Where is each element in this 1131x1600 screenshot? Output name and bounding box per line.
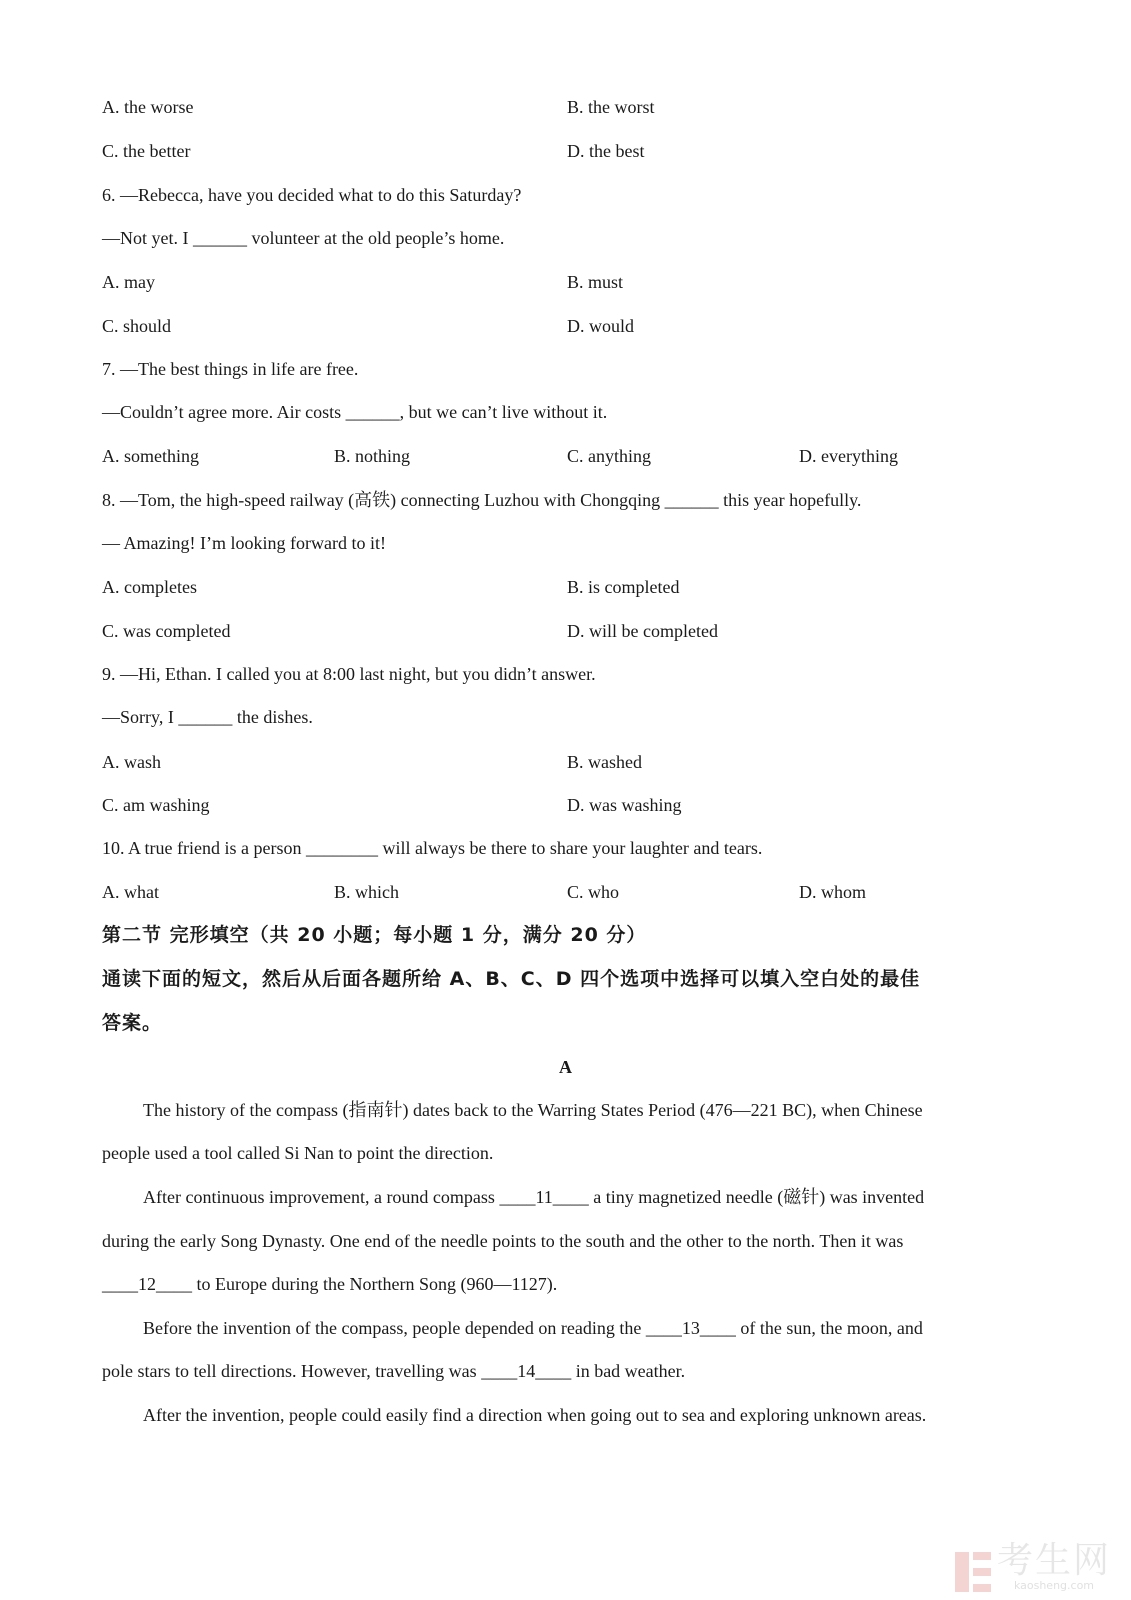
q8-stem bbox=[102, 488, 861, 512]
passage-p4-line1: After the invention, people could easily find a direction when going out to sea and exploring unknown areas. bbox=[143, 1405, 927, 1425]
section-instruction-line2: 答案。 bbox=[102, 1012, 163, 1034]
q7-option-d: D. everything bbox=[799, 446, 898, 466]
q7-option-b: B. nothing bbox=[334, 446, 411, 466]
q7-response-pre: —Couldn’t agree more. Air costs bbox=[102, 402, 346, 422]
q6-option-a: A. may bbox=[102, 272, 155, 292]
q6-option-d: D. would bbox=[567, 316, 634, 336]
q8-stem-pre: 8. —Tom, the high-speed railway (高铁) connecting Luzhou with Chongqing bbox=[102, 490, 665, 510]
q8-option-a: A. completes bbox=[102, 577, 197, 597]
blank-14: ____14____ bbox=[481, 1361, 572, 1381]
q5-option-c: C. the better bbox=[102, 141, 191, 161]
passage-p2-line1-pre: After continuous improvement, a round compass bbox=[143, 1187, 500, 1207]
passage-p2-line2: during the early Song Dynasty. One end of the needle points to the south and the other to the north. Then it was bbox=[102, 1231, 904, 1251]
passage-p3-line1-pre: Before the invention of the compass, people depended on reading the bbox=[143, 1318, 646, 1338]
watermark bbox=[955, 1542, 1111, 1592]
q9-option-b: B. washed bbox=[567, 752, 642, 772]
passage-p2-line1 bbox=[143, 1185, 924, 1209]
q7-blank: ______ bbox=[345, 402, 400, 422]
q9-response bbox=[102, 705, 313, 729]
q10-option-b: B. which bbox=[334, 882, 399, 902]
passage-p3-line2-pre: pole stars to tell directions. However, travelling was bbox=[102, 1361, 482, 1381]
q9-option-a: A. wash bbox=[102, 752, 161, 772]
blank-12: ____12____ bbox=[102, 1274, 192, 1294]
passage-p2-line3-post: to Europe during the Northern Song (960—1127). bbox=[192, 1274, 558, 1294]
watermark-text: 考生网 bbox=[996, 1540, 1111, 1581]
q10-blank: ________ bbox=[305, 838, 378, 858]
passage-p1-line2: people used a tool called Si Nan to point the direction. bbox=[102, 1143, 494, 1163]
passage-p2-line1-post: a tiny magnetized needle (磁针) was invented bbox=[588, 1187, 925, 1207]
q9-option-c: C. am washing bbox=[102, 795, 210, 815]
q6-option-c: C. should bbox=[102, 316, 172, 336]
q8-option-c: C. was completed bbox=[102, 621, 231, 641]
q9-option-d: D. was washing bbox=[567, 795, 682, 815]
section-instruction-line1: 通读下面的短文，然后从后面各题所给 A、B、C、D 四个选项中选择可以填入空白处的最佳 bbox=[102, 968, 921, 990]
q5-option-b: B. the worst bbox=[567, 97, 655, 117]
passage-p3-line2-post: in bad weather. bbox=[571, 1361, 686, 1381]
q6-response-post: volunteer at the old people’s home. bbox=[246, 228, 505, 248]
q9-response-pre: —Sorry, I bbox=[102, 707, 179, 727]
q7-option-a: A. something bbox=[102, 446, 199, 466]
q10-option-a: A. what bbox=[102, 882, 159, 902]
q10-stem bbox=[102, 836, 762, 860]
q9-blank: ______ bbox=[178, 707, 233, 727]
section-heading: 第二节 完形填空（共 20 小题；每小题 1 分，满分 20 分） bbox=[102, 924, 647, 946]
q9-response-post: the dishes. bbox=[232, 707, 313, 727]
q5-option-a: A. the worse bbox=[102, 97, 194, 117]
q7-response-post: , but we can’t live without it. bbox=[399, 402, 608, 422]
q9-stem: 9. —Hi, Ethan. I called you at 8:00 last night, but you didn’t answer. bbox=[102, 664, 596, 684]
passage-p3-line1 bbox=[143, 1316, 923, 1340]
q10-stem-post: will always be there to share your laughter and tears. bbox=[377, 838, 763, 858]
q7-stem: 7. —The best things in life are free. bbox=[102, 359, 359, 379]
q8-blank: ______ bbox=[664, 490, 719, 510]
passage-p3-line2 bbox=[102, 1359, 685, 1383]
q8-stem-post: this year hopefully. bbox=[718, 490, 862, 510]
passage-p2-line3 bbox=[102, 1272, 557, 1296]
watermark-url: kaosheng.com bbox=[1013, 1579, 1095, 1592]
q6-option-b: B. must bbox=[567, 272, 624, 292]
q6-response-pre: —Not yet. I bbox=[102, 228, 193, 248]
blank-11: ____11____ bbox=[499, 1187, 589, 1207]
watermark-logo-icon bbox=[955, 1552, 991, 1592]
passage-p3-line1-post: of the sun, the moon, and bbox=[735, 1318, 923, 1338]
q10-option-d: D. whom bbox=[799, 882, 866, 902]
passage-title: A bbox=[559, 1057, 572, 1077]
passage-p1-line1: The history of the compass (指南针) dates back to the Warring States Period (476—221 BC), when Chinese bbox=[143, 1100, 923, 1120]
blank-13: ____13____ bbox=[645, 1318, 736, 1338]
q10-option-c: C. who bbox=[567, 882, 620, 902]
q6-response bbox=[102, 226, 504, 250]
q8-option-d: D. will be completed bbox=[567, 621, 718, 641]
q10-stem-pre: 10. A true friend is a person bbox=[102, 838, 306, 858]
q8-response: — Amazing! I’m looking forward to it! bbox=[102, 533, 386, 553]
q7-response bbox=[102, 400, 607, 424]
q7-option-c: C. anything bbox=[567, 446, 651, 466]
q6-stem: 6. —Rebecca, have you decided what to do this Saturday? bbox=[102, 185, 522, 205]
q8-option-b: B. is completed bbox=[567, 577, 680, 597]
q5-option-d: D. the best bbox=[567, 141, 645, 161]
q6-blank: ______ bbox=[192, 228, 247, 248]
